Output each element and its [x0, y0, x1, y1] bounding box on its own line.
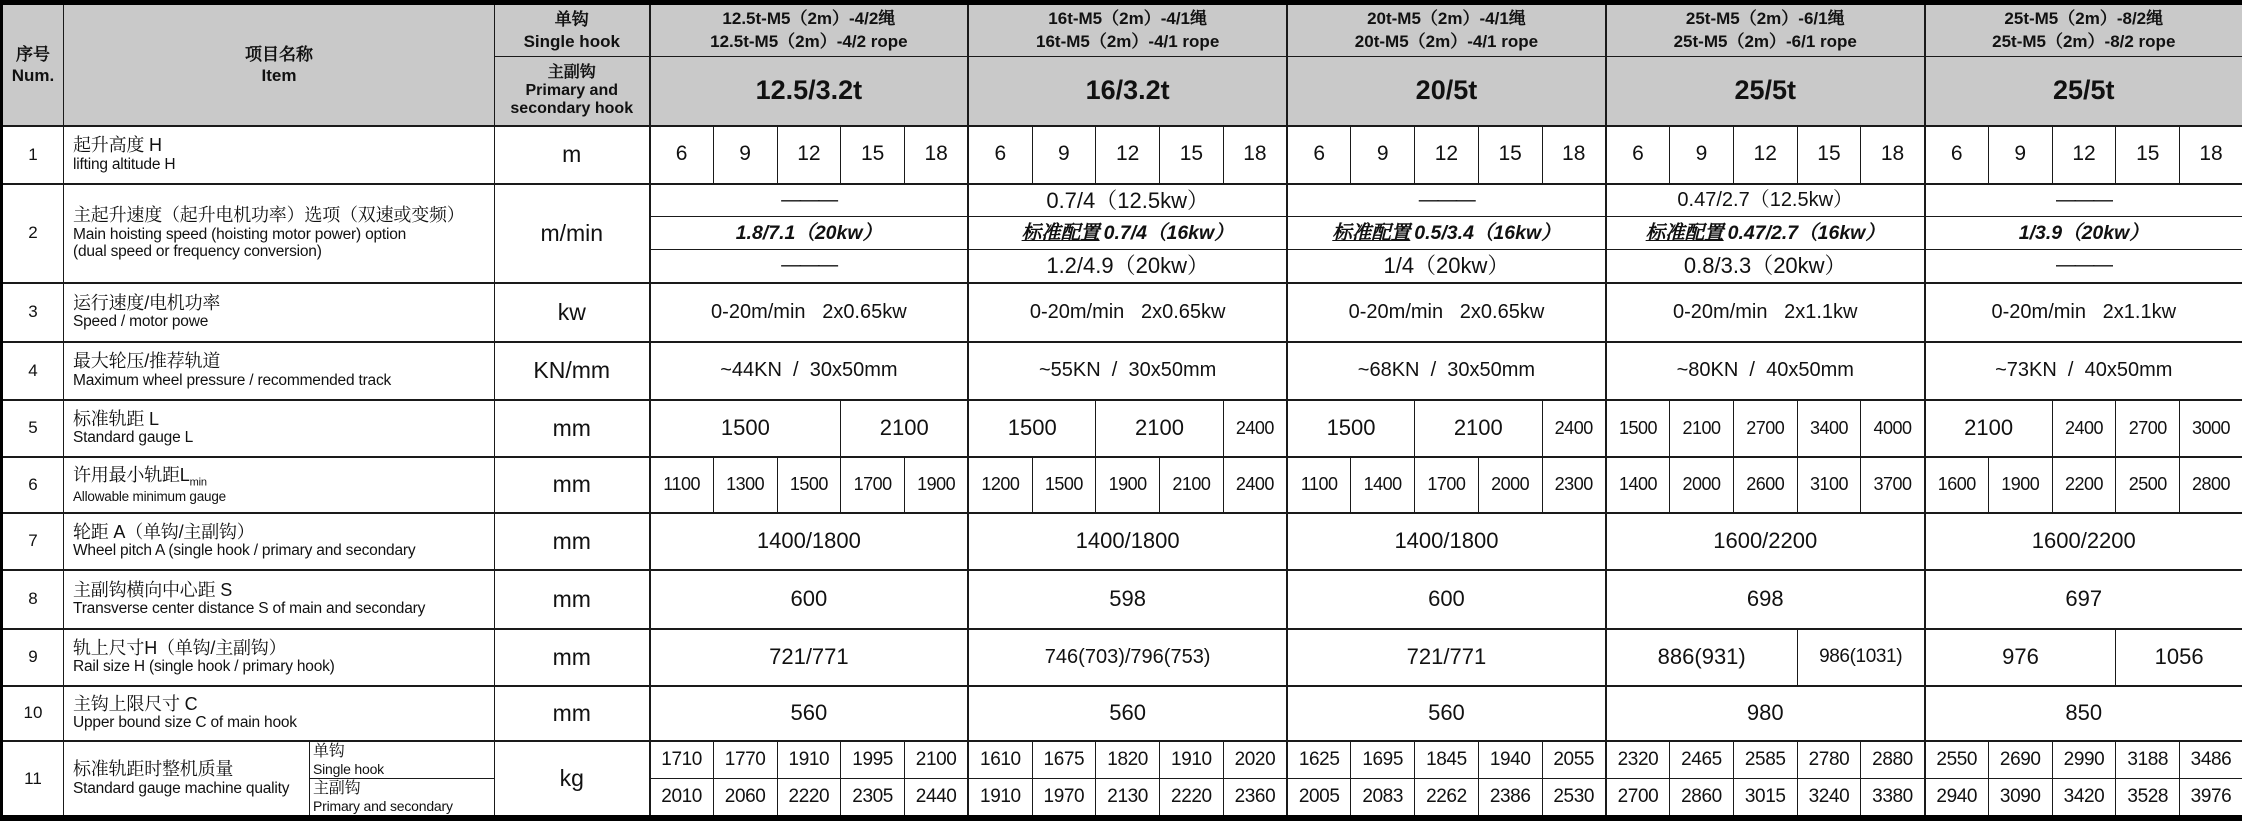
- item-label-en: lifting altitude H: [73, 155, 176, 173]
- value-cell: 0.7/4（12.5kw）: [968, 184, 1287, 217]
- model-header: [968, 3, 1287, 57]
- value-cell: 1500: [1606, 400, 1670, 457]
- row-number: 5: [2, 400, 64, 457]
- value-cell: 2100: [1415, 400, 1543, 457]
- item-label: [64, 342, 495, 400]
- value-cell: 3090: [1988, 779, 2052, 819]
- value-cell: 12: [1733, 126, 1797, 184]
- value-cell: 1900: [1096, 457, 1160, 513]
- value-cell: 698: [1606, 570, 1925, 629]
- model-name-en: 20t-M5（2m）-4/1 rope: [1354, 31, 1539, 51]
- value-cell: 2060: [713, 779, 777, 819]
- value-cell: 15: [1160, 126, 1224, 184]
- item-label-cn: 最大轮压/推荐轨道: [73, 351, 221, 372]
- value-cell: 600: [1287, 570, 1606, 629]
- value-cell: 2600: [1733, 457, 1797, 513]
- value-cell: 1940: [1478, 741, 1542, 779]
- value-cell: 9: [1351, 126, 1415, 184]
- value-cell: 18: [1542, 126, 1606, 184]
- item-label-en: Transverse center distance S of main and secondary: [73, 600, 426, 618]
- value-cell: 1845: [1415, 741, 1479, 779]
- value-cell: 2130: [1096, 779, 1160, 819]
- value-cell: 18: [905, 126, 969, 184]
- value-cell: 3528: [2116, 779, 2180, 819]
- value-cell: 1500: [968, 400, 1096, 457]
- value-cell: 1910: [777, 741, 841, 779]
- value-text: 0.5/3.4（16kw）: [1414, 221, 1561, 244]
- value-cell: ~55KN / 30x50mm: [968, 342, 1287, 400]
- value-cell: 6: [1925, 126, 1989, 184]
- item-header-en: Item: [261, 65, 297, 85]
- model-header: [1606, 3, 1925, 57]
- value-cell: 2005: [1287, 779, 1351, 819]
- value-cell: 2500: [2116, 457, 2180, 513]
- value-cell: ~73KN / 40x50mm: [1925, 342, 2242, 400]
- item-label-cn: 运行速度/电机功率: [73, 292, 221, 313]
- value-cell: 2360: [1223, 779, 1287, 819]
- value-cell: 3015: [1733, 779, 1797, 819]
- value-cell: 2055: [1542, 741, 1606, 779]
- model-name-en: 12.5t-M5（2m）-4/2 rope: [710, 31, 908, 51]
- value-cell: 2100: [1160, 457, 1224, 513]
- value-cell: 2100: [1096, 400, 1224, 457]
- value-cell: 1910: [968, 779, 1032, 819]
- unit-cell: mm: [495, 570, 650, 629]
- value-cell: 0-20m/min 2x0.65kw: [1287, 283, 1606, 342]
- value-cell: 2020: [1223, 741, 1287, 779]
- single-hook-en: Single hook: [523, 31, 620, 51]
- model-header: [1287, 3, 1606, 57]
- hook-type-label: [310, 741, 495, 779]
- item-label-cn: 主起升速度（起升电机功率）选项（双速或变频）: [73, 204, 465, 225]
- value-cell: 18: [2180, 126, 2242, 184]
- value-cell: 2880: [1861, 741, 1925, 779]
- item-label: [64, 570, 495, 629]
- value-cell: 1.2/4.9（20kw）: [968, 250, 1287, 283]
- value-cell: 1610: [968, 741, 1032, 779]
- value-cell: 1/3.9（20kw）: [1925, 217, 2242, 250]
- item-label: [64, 513, 495, 570]
- value-cell: [968, 217, 1287, 250]
- value-cell: ———: [650, 250, 969, 283]
- value-cell: 2100: [905, 741, 969, 779]
- unit-cell: kw: [495, 283, 650, 342]
- value-cell: 2010: [650, 779, 714, 819]
- value-cell: 0-20m/min 2x1.1kw: [1606, 283, 1925, 342]
- value-cell: 1900: [1988, 457, 2052, 513]
- value-cell: 3100: [1797, 457, 1861, 513]
- unit-cell: kg: [495, 741, 650, 819]
- value-cell: 3380: [1861, 779, 1925, 819]
- value-cell: 4000: [1861, 400, 1925, 457]
- value-cell: 0.47/2.7（12.5kw）: [1606, 184, 1925, 217]
- hook-label-en: Single hook: [313, 760, 384, 777]
- value-cell: 2220: [777, 779, 841, 819]
- value-cell: 15: [1797, 126, 1861, 184]
- unit-cell: mm: [495, 457, 650, 513]
- row-number: 11: [2, 741, 64, 819]
- capacity-header: 20/5t: [1287, 57, 1606, 126]
- col-header-primary-hook: [495, 57, 650, 126]
- unit-cell: KN/mm: [495, 342, 650, 400]
- item-label: [64, 184, 495, 283]
- item-label-cn: 起升高度 H: [73, 135, 162, 156]
- item-label: [64, 686, 495, 741]
- item-label: [64, 400, 495, 457]
- std-config-prefix: 标准配置: [1021, 221, 1100, 244]
- value-cell: 9: [713, 126, 777, 184]
- value-cell: 2000: [1670, 457, 1734, 513]
- value-cell: 1400/1800: [650, 513, 969, 570]
- model-name-cn: 25t-M5（2m）-8/2绳: [2004, 9, 2164, 29]
- value-cell: 2083: [1351, 779, 1415, 819]
- value-cell: 2200: [2052, 457, 2116, 513]
- value-cell: 2305: [841, 779, 905, 819]
- model-name-cn: 12.5t-M5（2m）-4/2绳: [722, 9, 896, 29]
- item-label: [64, 629, 495, 686]
- value-cell: 6: [650, 126, 714, 184]
- value-cell: 2100: [1670, 400, 1734, 457]
- value-cell: 1300: [713, 457, 777, 513]
- item-label-cn-text: 许用最小轨距L: [73, 464, 190, 485]
- value-cell: [1287, 217, 1606, 250]
- value-cell: 2990: [2052, 741, 2116, 779]
- value-cell: 1056: [2116, 629, 2242, 686]
- value-cell: 1400/1800: [968, 513, 1287, 570]
- item-label-en: Standard gauge machine quality: [73, 779, 290, 797]
- value-cell: 1500: [1287, 400, 1415, 457]
- value-cell: 1600/2200: [1925, 513, 2242, 570]
- value-cell: 12: [1096, 126, 1160, 184]
- value-cell: 886(931): [1606, 629, 1797, 686]
- value-cell: 1910: [1160, 741, 1224, 779]
- item-label: [64, 126, 495, 184]
- value-cell: 980: [1606, 686, 1925, 741]
- item-label-en: Rail size H (single hook / primary hook): [73, 658, 335, 676]
- model-name-en: 16t-M5（2m）-4/1 rope: [1036, 31, 1220, 51]
- item-label: [64, 741, 310, 819]
- value-cell: 560: [968, 686, 1287, 741]
- value-cell: 1700: [1415, 457, 1479, 513]
- value-cell: 1675: [1032, 741, 1096, 779]
- capacity-header: 25/5t: [1606, 57, 1925, 126]
- value-cell: 2465: [1670, 741, 1734, 779]
- value-cell: 1400: [1351, 457, 1415, 513]
- value-cell: 1600/2200: [1606, 513, 1925, 570]
- value-cell: 2530: [1542, 779, 1606, 819]
- row-number: 1: [2, 126, 64, 184]
- value-cell: 2700: [2116, 400, 2180, 457]
- value-cell: 986(1031): [1797, 629, 1925, 686]
- capacity-header: 16/3.2t: [968, 57, 1287, 126]
- row-number: 2: [2, 184, 64, 283]
- value-cell: 697: [1925, 570, 2242, 629]
- model-header: [650, 3, 969, 57]
- value-cell: 0-20m/min 2x0.65kw: [968, 283, 1287, 342]
- row-number: 3: [2, 283, 64, 342]
- value-cell: ~44KN / 30x50mm: [650, 342, 969, 400]
- value-cell: 2400: [1223, 457, 1287, 513]
- row-number: 8: [2, 570, 64, 629]
- value-cell: 600: [650, 570, 969, 629]
- value-cell: 2262: [1415, 779, 1479, 819]
- row-number: 6: [2, 457, 64, 513]
- value-cell: 1400: [1606, 457, 1670, 513]
- value-cell: 15: [841, 126, 905, 184]
- value-cell: 3400: [1797, 400, 1861, 457]
- item-label: [64, 457, 495, 513]
- single-hook-cn: 单钩: [554, 10, 589, 30]
- value-cell: 1400/1800: [1287, 513, 1606, 570]
- item-label-en2: (dual speed or frequency conversion): [73, 243, 322, 261]
- value-cell: 18: [1223, 126, 1287, 184]
- item-label-en: Allowable minimum gauge: [73, 488, 226, 504]
- value-cell: 3000: [2180, 400, 2242, 457]
- value-cell: ———: [1925, 184, 2242, 217]
- value-cell: 746(703)/796(753): [968, 629, 1287, 686]
- value-cell: 1/4（20kw）: [1287, 250, 1606, 283]
- value-cell: 12: [777, 126, 841, 184]
- value-cell: 1625: [1287, 741, 1351, 779]
- value-cell: 9: [1670, 126, 1734, 184]
- col-header-single-hook: [495, 3, 650, 57]
- value-cell: 1100: [1287, 457, 1351, 513]
- model-name-cn: 25t-M5（2m）-6/1绳: [1685, 9, 1845, 29]
- value-cell: 1970: [1032, 779, 1096, 819]
- primary-hook-en: Primary and secondary hook: [510, 81, 634, 117]
- value-cell: 3188: [2116, 741, 2180, 779]
- value-cell: 9: [1988, 126, 2052, 184]
- value-cell: 15: [2116, 126, 2180, 184]
- value-cell: 2386: [1478, 779, 1542, 819]
- value-cell: 1995: [841, 741, 905, 779]
- value-cell: 2860: [1670, 779, 1734, 819]
- value-cell: 2440: [905, 779, 969, 819]
- value-cell: 2000: [1478, 457, 1542, 513]
- model-name-en: 25t-M5（2m）-6/1 rope: [1673, 31, 1857, 51]
- item-label-cn: 轮距 A（单钩/主副钩）: [73, 521, 255, 542]
- value-cell: 12: [1415, 126, 1479, 184]
- value-cell: 2400: [1542, 400, 1606, 457]
- unit-cell: mm: [495, 686, 650, 741]
- item-header-cn: 项目名称: [245, 44, 313, 64]
- value-cell: 2780: [1797, 741, 1861, 779]
- unit-cell: m/min: [495, 184, 650, 283]
- value-cell: 2220: [1160, 779, 1224, 819]
- item-label-subscript: min: [189, 476, 207, 489]
- unit-cell: mm: [495, 513, 650, 570]
- value-cell: ~80KN / 40x50mm: [1606, 342, 1925, 400]
- value-cell: 0-20m/min 2x0.65kw: [650, 283, 969, 342]
- item-label-en: Upper bound size C of main hook: [73, 714, 297, 732]
- item-label: [64, 283, 495, 342]
- value-cell: 1700: [841, 457, 905, 513]
- value-cell: ———: [1925, 250, 2242, 283]
- num-header-en: Num.: [11, 65, 55, 85]
- col-header-item: [64, 3, 495, 126]
- value-cell: 560: [1287, 686, 1606, 741]
- hook-label-en: Primary and secondary: [313, 798, 453, 815]
- value-cell: 1500: [777, 457, 841, 513]
- value-cell: 18: [1861, 126, 1925, 184]
- value-cell: 1600: [1925, 457, 1989, 513]
- row-number: 7: [2, 513, 64, 570]
- item-label-cn: 主钩上限尺寸 C: [73, 693, 198, 714]
- row-number: 4: [2, 342, 64, 400]
- item-label-en: Speed / motor powe: [73, 313, 209, 331]
- value-cell: 2100: [1925, 400, 2053, 457]
- value-cell: 0.8/3.3（20kw）: [1606, 250, 1925, 283]
- value-text: 0.7/4（16kw）: [1103, 221, 1234, 244]
- value-cell: 3976: [2180, 779, 2242, 819]
- item-label-en: Main hoisting speed (hoisting motor power) option: [73, 225, 407, 243]
- unit-cell: mm: [495, 629, 650, 686]
- unit-cell: m: [495, 126, 650, 184]
- item-label-cn: 主副钩横向中心距 S: [73, 579, 233, 600]
- item-label-en: Standard gauge L: [73, 429, 194, 447]
- value-cell: 1100: [650, 457, 714, 513]
- value-cell: ———: [650, 184, 969, 217]
- value-cell: ~68KN / 30x50mm: [1287, 342, 1606, 400]
- std-config-prefix: 标准配置: [1645, 221, 1724, 244]
- model-name-en: 25t-M5（2m）-8/2 rope: [1992, 31, 2176, 51]
- hook-label-cn: 主副钩: [313, 780, 361, 797]
- hook-label-cn: 单钩: [313, 742, 345, 760]
- item-label-en: Wheel pitch A (single hook / primary and secondary: [73, 542, 416, 560]
- value-cell: 1900: [905, 457, 969, 513]
- value-cell: [1606, 217, 1925, 250]
- capacity-header: 25/5t: [1925, 57, 2242, 126]
- value-cell: 2550: [1925, 741, 1989, 779]
- value-cell: 2585: [1733, 741, 1797, 779]
- value-cell: 976: [1925, 629, 2116, 686]
- value-cell: 721/771: [650, 629, 969, 686]
- value-cell: 1695: [1351, 741, 1415, 779]
- value-cell: 1200: [968, 457, 1032, 513]
- value-cell: 560: [650, 686, 969, 741]
- value-cell: 6: [1606, 126, 1670, 184]
- model-name-cn: 16t-M5（2m）-4/1绳: [1048, 9, 1207, 29]
- value-cell: 598: [968, 570, 1287, 629]
- value-cell: 2320: [1606, 741, 1670, 779]
- primary-hook-cn: 主副钩: [547, 63, 596, 81]
- std-config-prefix: 标准配置: [1332, 221, 1411, 244]
- value-cell: 1820: [1096, 741, 1160, 779]
- value-cell: 2400: [2052, 400, 2116, 457]
- value-cell: 2400: [1223, 400, 1287, 457]
- value-cell: 721/771: [1287, 629, 1606, 686]
- value-cell: 2100: [841, 400, 969, 457]
- value-cell: 1710: [650, 741, 714, 779]
- value-cell: 2700: [1733, 400, 1797, 457]
- row-number: 9: [2, 629, 64, 686]
- model-name-cn: 20t-M5（2m）-4/1绳: [1367, 9, 1526, 29]
- value-cell: 12: [2052, 126, 2116, 184]
- item-label-cn: [73, 465, 490, 489]
- value-cell: 1500: [650, 400, 841, 457]
- value-cell: 6: [968, 126, 1032, 184]
- value-text: 0.47/2.7（16kw）: [1727, 221, 1885, 244]
- value-cell: 6: [1287, 126, 1351, 184]
- value-cell: 15: [1478, 126, 1542, 184]
- value-cell: 3240: [1797, 779, 1861, 819]
- col-header-num: [2, 3, 64, 126]
- model-header: [1925, 3, 2242, 57]
- value-cell: 0-20m/min 2x1.1kw: [1925, 283, 2242, 342]
- value-cell: 2690: [1988, 741, 2052, 779]
- num-header-cn: 序号: [16, 44, 50, 64]
- row-number: 10: [2, 686, 64, 741]
- value-cell: 1.8/7.1（20kw）: [650, 217, 969, 250]
- value-cell: 1770: [713, 741, 777, 779]
- item-label-cn: 轨上尺寸H（单钩/主副钩）: [73, 637, 287, 658]
- value-cell: 2700: [1606, 779, 1670, 819]
- unit-cell: mm: [495, 400, 650, 457]
- value-cell: 9: [1032, 126, 1096, 184]
- item-label-cn: 标准轨距 L: [73, 408, 159, 429]
- value-cell: 3700: [1861, 457, 1925, 513]
- value-cell: 2300: [1542, 457, 1606, 513]
- value-cell: 1500: [1032, 457, 1096, 513]
- value-cell: 3486: [2180, 741, 2242, 779]
- value-cell: 2800: [2180, 457, 2242, 513]
- item-label-en: Maximum wheel pressure / recommended track: [73, 371, 392, 389]
- capacity-header: 12.5/3.2t: [650, 57, 969, 126]
- value-cell: 2940: [1925, 779, 1989, 819]
- item-label-cn: 标准轨距时整机质量: [73, 759, 234, 780]
- value-cell: ———: [1287, 184, 1606, 217]
- hook-type-label: [310, 779, 495, 819]
- value-cell: 3420: [2052, 779, 2116, 819]
- value-cell: 850: [1925, 686, 2242, 741]
